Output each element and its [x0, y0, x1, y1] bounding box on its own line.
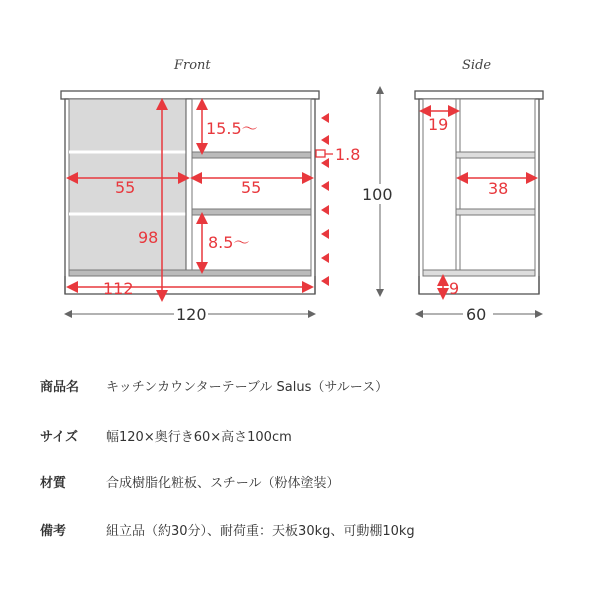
- spec-key: 材質: [40, 476, 67, 491]
- front-view: [61, 90, 396, 324]
- side-bottom-shelf: [423, 270, 535, 276]
- front-bottom-shelf: [69, 270, 311, 276]
- label-shelf-thickness: 1.8: [335, 145, 361, 164]
- label-right-width: 55: [241, 178, 262, 197]
- side-view-label: Side: [462, 58, 492, 73]
- side-shelf-2: [456, 209, 535, 215]
- spec-value: 組立品（約30分）、耐荷重：天板30kg、可動棚10kg: [106, 524, 415, 539]
- side-shelf-1: [456, 152, 535, 158]
- label-total-depth: 60: [466, 305, 487, 324]
- label-side-leg-height: 9: [449, 279, 460, 298]
- spec-key: サイズ: [40, 430, 78, 445]
- front-right-shelf-2: [192, 209, 311, 215]
- label-shelf-gap-top: 15.5～: [206, 119, 258, 138]
- shelf-thickness-marker: [316, 150, 325, 157]
- spec-value: キッチンカウンターテーブル Salus（サルース）: [106, 380, 389, 395]
- front-top-board: [61, 91, 319, 99]
- label-shelf-gap-lower: 8.5～: [208, 233, 250, 252]
- label-inner-width: 112: [103, 279, 134, 298]
- spec-key: 備考: [40, 524, 67, 539]
- side-top-board: [415, 91, 543, 99]
- spec-key: 商品名: [40, 380, 80, 395]
- spec-value: 幅120×奥行き60×高さ100cm: [106, 430, 292, 445]
- label-left-width: 55: [115, 178, 136, 197]
- front-center-divider: [186, 99, 192, 275]
- label-inner-height: 98: [138, 228, 159, 247]
- label-total-height: 100: [362, 185, 393, 204]
- label-total-width: 120: [176, 305, 207, 324]
- front-right-shelf-1: [192, 152, 311, 158]
- label-side-top-gap: 19: [428, 115, 449, 134]
- front-view-label: Front: [174, 58, 211, 73]
- side-view: [415, 91, 543, 324]
- spec-value: 合成樹脂化粧板、スチール（粉体塗装）: [106, 476, 340, 491]
- label-side-inner-depth: 38: [488, 179, 509, 198]
- shelf-pitch-markers: [321, 113, 329, 286]
